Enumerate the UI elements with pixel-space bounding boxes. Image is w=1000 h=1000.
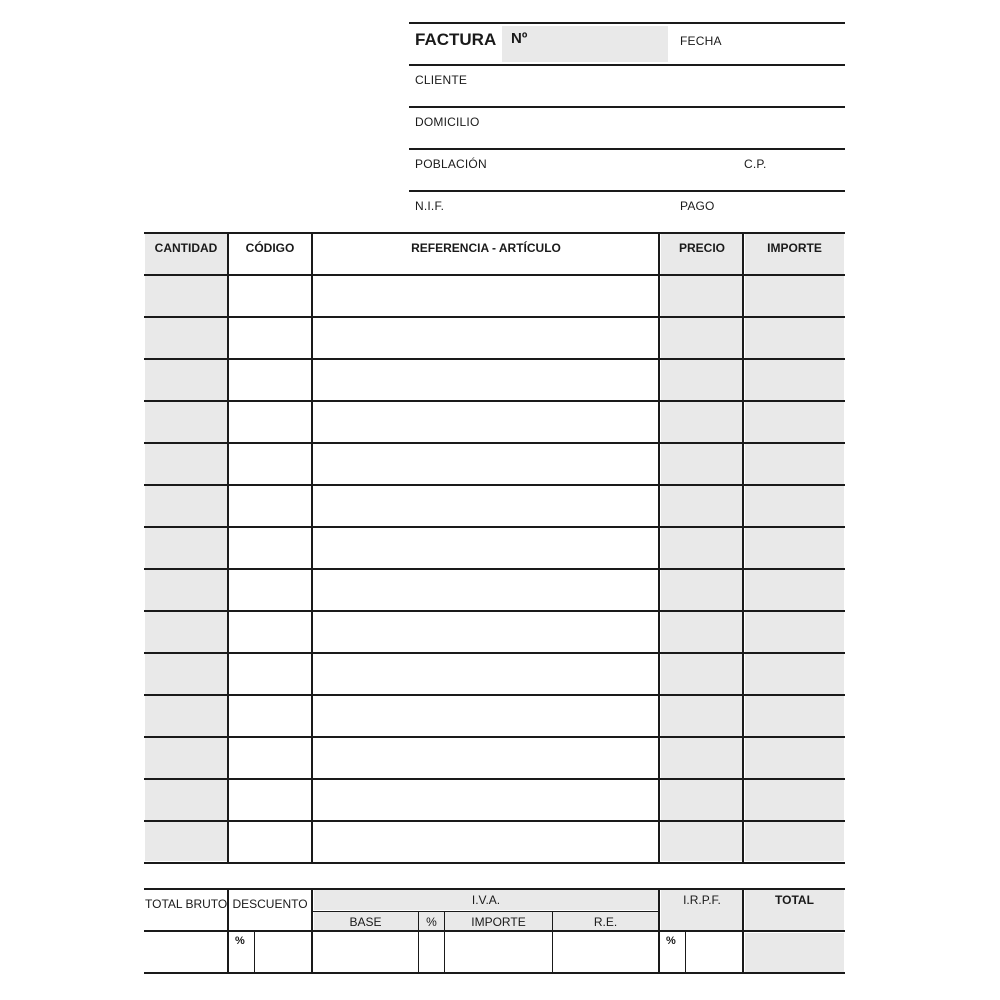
codigo-cell[interactable] bbox=[229, 738, 311, 778]
vat-base-field[interactable] bbox=[313, 932, 418, 972]
importe-cell[interactable] bbox=[744, 486, 844, 526]
referencia-cell[interactable] bbox=[313, 318, 658, 358]
discount-amount-field[interactable] bbox=[255, 932, 311, 972]
address-label: DOMICILIO bbox=[415, 115, 480, 129]
total-bruto-field[interactable] bbox=[145, 932, 227, 972]
column-header-referencia: REFERENCIA - ARTÍCULO bbox=[411, 241, 561, 255]
irpf-amount-field[interactable] bbox=[686, 932, 742, 972]
referencia-cell[interactable] bbox=[313, 696, 658, 736]
cantidad-cell[interactable] bbox=[145, 570, 227, 610]
total-bruto-label: TOTAL BRUTO bbox=[145, 897, 228, 911]
precio-cell[interactable] bbox=[660, 822, 742, 862]
referencia-cell[interactable] bbox=[313, 528, 658, 568]
precio-cell[interactable] bbox=[660, 780, 742, 820]
codigo-cell[interactable] bbox=[229, 528, 311, 568]
invoice-number-label: Nº bbox=[511, 30, 528, 47]
vat-base-label: BASE bbox=[349, 915, 382, 929]
importe-cell[interactable] bbox=[744, 528, 844, 568]
codigo-cell[interactable] bbox=[229, 612, 311, 652]
column-header-codigo: CÓDIGO bbox=[245, 241, 295, 255]
irpf-percent-sign: % bbox=[666, 935, 676, 947]
precio-cell[interactable] bbox=[660, 570, 742, 610]
payment-field[interactable] bbox=[720, 194, 840, 230]
referencia-cell[interactable] bbox=[313, 402, 658, 442]
cantidad-cell[interactable] bbox=[145, 318, 227, 358]
referencia-cell[interactable] bbox=[313, 780, 658, 820]
importe-cell[interactable] bbox=[744, 444, 844, 484]
city-field[interactable] bbox=[490, 152, 730, 188]
referencia-cell[interactable] bbox=[313, 276, 658, 316]
importe-cell[interactable] bbox=[744, 780, 844, 820]
total-value-field[interactable] bbox=[745, 933, 844, 972]
referencia-cell[interactable] bbox=[313, 570, 658, 610]
precio-cell[interactable] bbox=[660, 738, 742, 778]
vat-re-field[interactable] bbox=[553, 932, 658, 972]
column-header-precio: PRECIO bbox=[678, 241, 725, 255]
importe-cell[interactable] bbox=[744, 822, 844, 862]
referencia-cell[interactable] bbox=[313, 612, 658, 652]
discount-label: DESCUENTO bbox=[232, 897, 308, 911]
importe-cell[interactable] bbox=[744, 276, 844, 316]
cantidad-cell[interactable] bbox=[145, 402, 227, 442]
cantidad-cell[interactable] bbox=[145, 612, 227, 652]
importe-cell[interactable] bbox=[744, 654, 844, 694]
postal-code-field[interactable] bbox=[770, 152, 840, 188]
importe-cell[interactable] bbox=[744, 318, 844, 358]
city-label: POBLACIÓN bbox=[415, 157, 487, 171]
codigo-cell[interactable] bbox=[229, 780, 311, 820]
codigo-cell[interactable] bbox=[229, 318, 311, 358]
cantidad-cell[interactable] bbox=[145, 822, 227, 862]
discount-percent-field[interactable] bbox=[229, 932, 254, 972]
precio-cell[interactable] bbox=[660, 360, 742, 400]
vat-percent-field[interactable] bbox=[419, 932, 444, 972]
importe-cell[interactable] bbox=[744, 402, 844, 442]
postal-code-label: C.P. bbox=[744, 157, 767, 171]
tax-id-label: N.I.F. bbox=[415, 199, 445, 213]
referencia-cell[interactable] bbox=[313, 486, 658, 526]
precio-cell[interactable] bbox=[660, 696, 742, 736]
importe-cell[interactable] bbox=[744, 360, 844, 400]
column-header-importe: IMPORTE bbox=[767, 241, 822, 255]
codigo-cell[interactable] bbox=[229, 402, 311, 442]
codigo-cell[interactable] bbox=[229, 444, 311, 484]
vat-label: I.V.A. bbox=[471, 893, 501, 907]
codigo-cell[interactable] bbox=[229, 822, 311, 862]
tax-id-field[interactable] bbox=[450, 194, 660, 230]
precio-cell[interactable] bbox=[660, 444, 742, 484]
precio-cell[interactable] bbox=[660, 318, 742, 358]
codigo-cell[interactable] bbox=[229, 696, 311, 736]
row-divider bbox=[144, 862, 845, 864]
invoice-title: FACTURA bbox=[415, 30, 497, 49]
irpf-label: I.R.P.F. bbox=[683, 893, 721, 907]
total-label: TOTAL bbox=[775, 893, 814, 907]
referencia-cell[interactable] bbox=[313, 654, 658, 694]
cantidad-cell[interactable] bbox=[145, 276, 227, 316]
codigo-cell[interactable] bbox=[229, 570, 311, 610]
precio-cell[interactable] bbox=[660, 486, 742, 526]
importe-cell[interactable] bbox=[744, 738, 844, 778]
cantidad-cell[interactable] bbox=[145, 528, 227, 568]
codigo-cell[interactable] bbox=[229, 360, 311, 400]
cantidad-cell[interactable] bbox=[145, 360, 227, 400]
importe-cell[interactable] bbox=[744, 570, 844, 610]
precio-cell[interactable] bbox=[660, 612, 742, 652]
cantidad-cell[interactable] bbox=[145, 444, 227, 484]
date-label: FECHA bbox=[680, 34, 722, 48]
referencia-cell[interactable] bbox=[313, 360, 658, 400]
referencia-cell[interactable] bbox=[313, 738, 658, 778]
codigo-cell[interactable] bbox=[229, 276, 311, 316]
precio-cell[interactable] bbox=[660, 402, 742, 442]
client-label: CLIENTE bbox=[415, 73, 468, 87]
cantidad-cell[interactable] bbox=[145, 696, 227, 736]
importe-cell[interactable] bbox=[744, 696, 844, 736]
vat-amount-label: IMPORTE bbox=[471, 915, 526, 929]
cantidad-cell[interactable] bbox=[145, 738, 227, 778]
column-header-cantidad: CANTIDAD bbox=[154, 241, 218, 255]
cantidad-cell[interactable] bbox=[145, 654, 227, 694]
address-field[interactable] bbox=[490, 110, 840, 146]
precio-cell[interactable] bbox=[660, 276, 742, 316]
vat-re-label: R.E. bbox=[593, 915, 618, 929]
discount-percent-sign: % bbox=[235, 935, 245, 947]
vat-amount-field[interactable] bbox=[445, 932, 552, 972]
vat-percent-label: % bbox=[426, 915, 437, 929]
referencia-cell[interactable] bbox=[313, 444, 658, 484]
precio-cell[interactable] bbox=[660, 654, 742, 694]
cantidad-cell[interactable] bbox=[145, 780, 227, 820]
importe-cell[interactable] bbox=[744, 612, 844, 652]
payment-label: PAGO bbox=[680, 199, 715, 213]
codigo-cell[interactable] bbox=[229, 654, 311, 694]
client-field[interactable] bbox=[480, 68, 840, 104]
referencia-cell[interactable] bbox=[313, 822, 658, 862]
irpf-percent-field[interactable] bbox=[661, 932, 685, 972]
cantidad-cell[interactable] bbox=[145, 486, 227, 526]
precio-cell[interactable] bbox=[660, 528, 742, 568]
codigo-cell[interactable] bbox=[229, 486, 311, 526]
